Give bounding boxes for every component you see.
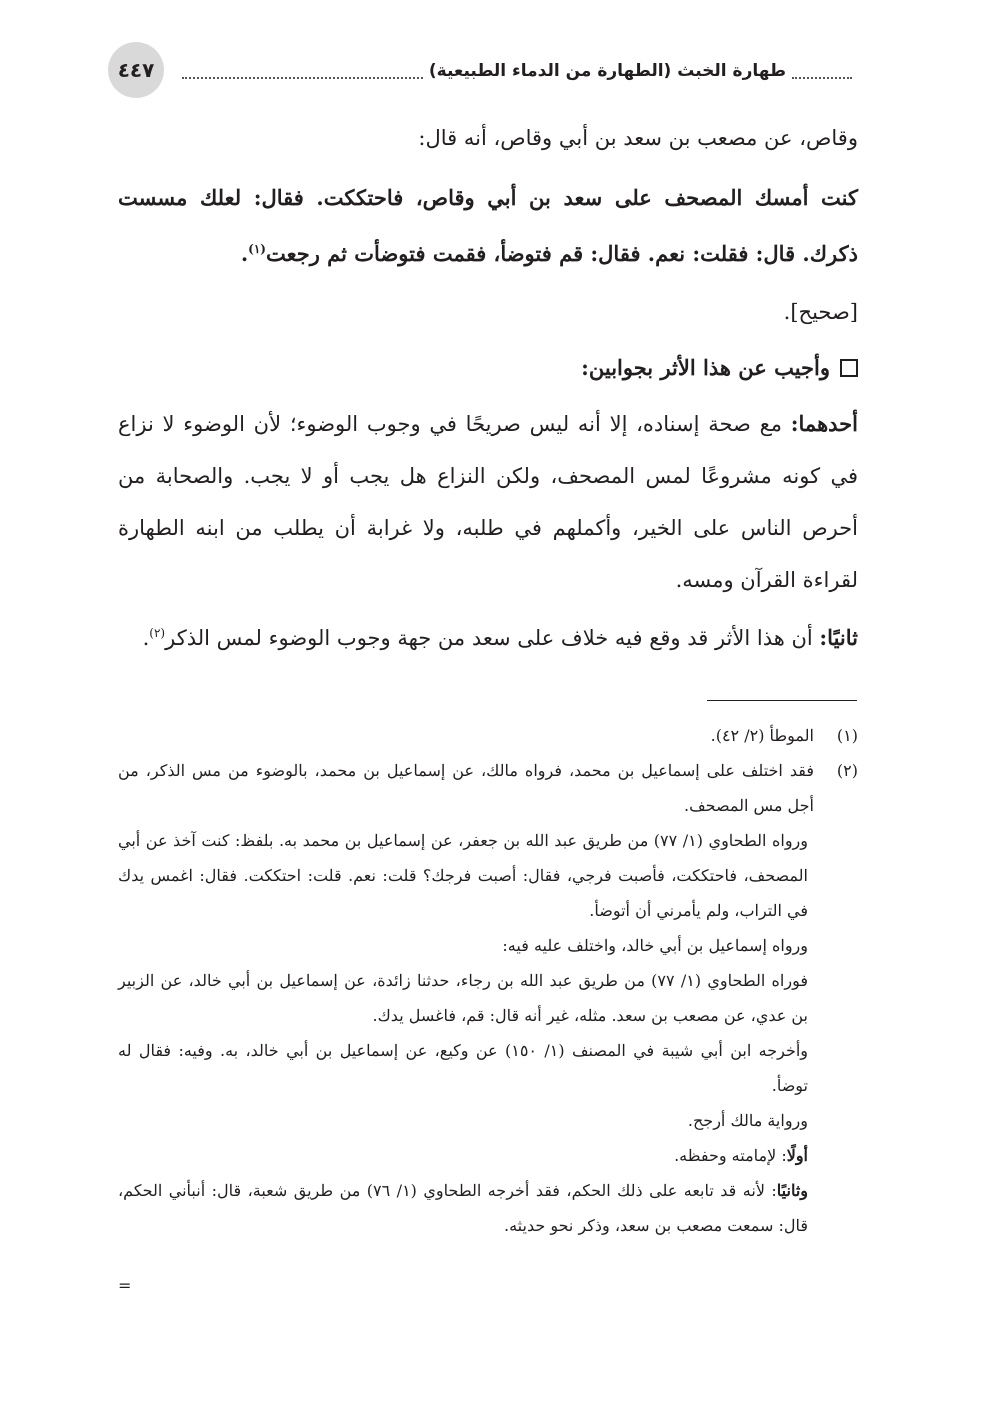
footnote-paragraph: ورواه إسماعيل بن أبي خالد، واختلف عليه فيه: (502, 936, 808, 955)
footnote-separator (707, 700, 857, 701)
main-text (118, 112, 858, 664)
running-header (108, 42, 858, 98)
athar-quote: كنت أمسك المصحف على سعد بن أبي وقاص، فاحتككت. فقال: لعلك مسست ذكرك. قال: فقلت: نعم. فقال: قم فتوضأ، فقمت فتوضأت ثم رجعت$^{(١)}$. (118, 185, 858, 266)
footnote-paragraph: وثانيًا: لأنه قد تابعه على ذلك الحكم، فقد أخرجه الطحاوي (١/ ٧٦) من طريق شعبة، قال: أنبأني الحكم، قال: سمعت مصعب بن سعد، وذكر نحو حديثه. (118, 1181, 809, 1235)
answer-two: ثانيًا: أن هذا الأثر قد وقع فيه خلاف على سعد من جهة وجوب الوضوء لمس الذكر$^{(٢)}$. (142, 625, 858, 650)
footnote-paragraph: ورواه الطحاوي (١/ ٧٧) من طريق عبد الله بن جعفر، عن إسماعيل بن محمد به. بلفظ: كنت آخذ عن أبي المصحف، فاحتككت، فأصبت فرجي، فقال: أصبت فرجك؟ قلت: نعم. قلت: احتككت. فقال: اغمس يدك في التراب، ولم يأمرني أن أتوضأ. (118, 831, 808, 920)
footnotes (118, 718, 858, 1243)
footnote-1: (١) الموطأ (٢/ ٤٢). (710, 726, 858, 745)
footnote-paragraph: فوراه الطحاوي (١/ ٧٧) من طريق عبد الله بن رجاء، حدثنا زائدة، عن إسماعيل بن أبي خالد، عن الزبير بن عدي، عن مصعب بن سعد. مثله، غير أنه قال: قم، فاغسل يدك. (118, 971, 809, 1025)
footnote-paragraph: ورواية مالك أرجح. (687, 1111, 808, 1130)
page-number: ٤٤٧ (108, 42, 164, 98)
footnote-paragraph: وأخرجه ابن أبي شيبة في المصنف (١/ ١٥٠) عن وكيع، عن إسماعيل بن أبي خالد، به. وفيه: فقال له توضأ. (118, 1041, 809, 1095)
header-dots-left (182, 63, 423, 79)
answer-one: أحدهما: مع صحة إسناده، إلا أنه ليس صريحًا في وجوب الوضوء؛ لأن الوضوء لا نزاع في كونه مشروعًا لمس المصحف، ولكن النزاع هل يجب أو لا يجب. والصحابة من أحرص الناس على الخير، وأكملهم في طلبه، ولا غرابة أن يطلب من ابنه الطهارة لقراءة القرآن ومسه. (118, 411, 858, 592)
footnote-ref-2[interactable]: (٢) (149, 626, 166, 640)
checkbox-square-icon (840, 359, 858, 377)
footnote-paragraph: أولًا: لإمامته وحفظه. (674, 1146, 808, 1165)
header-title: طهارة الخبث (الطهارة من الدماء الطبيعية) (428, 61, 786, 81)
continuation-mark: = (118, 1276, 132, 1295)
intro-line: وقاص، عن مصعب بن سعد بن أبي وقاص، أنه قال: (418, 126, 858, 150)
section-heading: وأجيب عن هذا الأثر بجوابين: (118, 342, 858, 394)
footnote-ref-1[interactable]: (١) (248, 242, 266, 256)
footnote-2: (٢) فقد اختلف على إسماعيل بن محمد، فرواه مالك، عن إسماعيل بن محمد، بالوضوء من مس الذكر، من أجل مس المصحف. (118, 761, 858, 815)
header-dots-right (792, 63, 852, 79)
hadith-grade: [صحيح]. (783, 300, 858, 324)
footnote-2-continuation (118, 823, 858, 1243)
